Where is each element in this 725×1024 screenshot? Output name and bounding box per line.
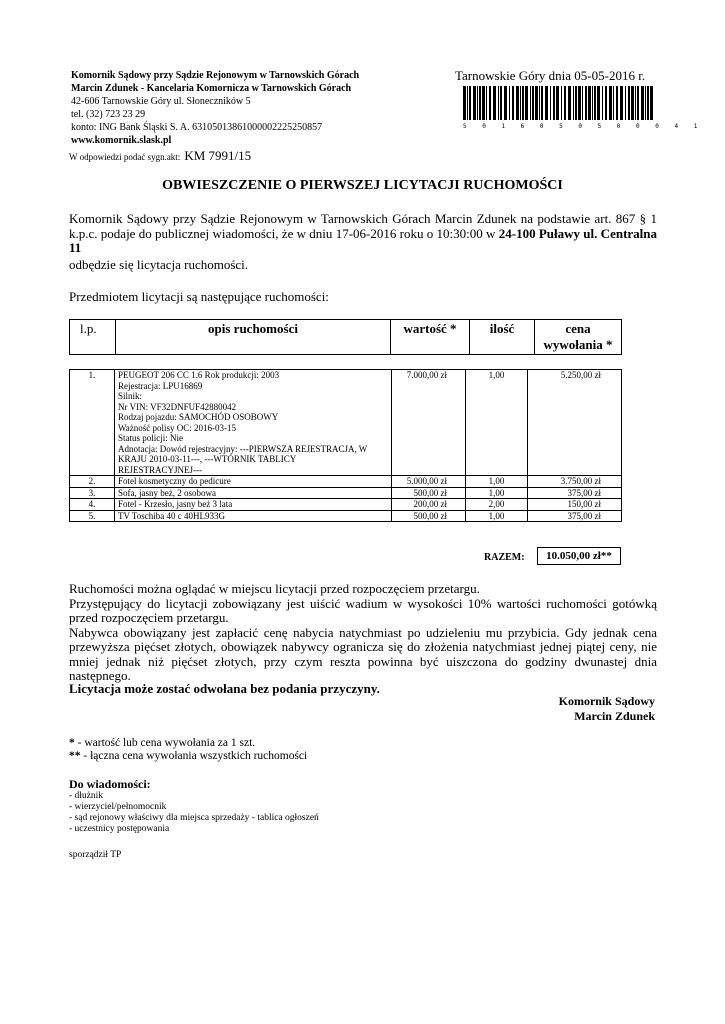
- barcode-bar: [635, 86, 636, 120]
- signature-name: Marcin Zdunek: [574, 709, 655, 723]
- barcode-bar: [631, 86, 634, 120]
- reference-label: W odpowiedzi podać sygn.akt:: [69, 152, 181, 162]
- distribution-item: - wierzyciel/pełnomocnik: [69, 802, 167, 812]
- item-description-line: Silnik:: [118, 391, 143, 401]
- item-value: 500,00 zł: [392, 510, 466, 522]
- total-value: 10.050,00 zł**: [537, 547, 621, 565]
- barcode-bar: [568, 86, 571, 120]
- barcode: [463, 86, 704, 130]
- barcode-bar: [650, 86, 653, 120]
- item-description: [115, 499, 392, 511]
- place-date: Tarnowskie Góry dnia 05-05-2016 r.: [455, 68, 646, 83]
- office-address: 42-606 Tarnowskie Góry ul. Słoneczników 5: [71, 96, 251, 107]
- barcode-text: 5 0 1 6 0 5 0 5 0 0 0 4 1: [463, 123, 704, 130]
- header-desc: opis ruchomości: [116, 320, 391, 355]
- barcode-bar: [602, 86, 603, 120]
- barcode-bar: [539, 86, 540, 120]
- item-value: 7.000,00 zł: [392, 370, 466, 476]
- item-value: 500,00 zł: [392, 487, 466, 499]
- item-value: 5.000,00 zł: [392, 476, 466, 488]
- barcode-bar: [516, 86, 519, 120]
- intro-paragraph: [69, 212, 657, 256]
- reference-number: KM 7991/15: [184, 148, 252, 163]
- table-row: [70, 476, 622, 488]
- item-description-line: TV Toschiba 40 c 40HL933G: [118, 510, 226, 521]
- barcode-bar: [520, 86, 521, 120]
- item-start-price: 5.250,00 zł: [528, 370, 622, 476]
- barcode-bar: [467, 86, 468, 120]
- distribution-item: - dłużnik: [69, 791, 104, 801]
- item-lp: 2.: [70, 476, 115, 488]
- table-row: [70, 510, 622, 522]
- item-qty: 1,00: [466, 510, 528, 522]
- item-description-line: Rodzaj pojazdu: SAMOCHÓD OSOBOWY: [118, 412, 279, 422]
- barcode-bar: [512, 86, 514, 120]
- item-description-line: Fotel kosmetyczny do pedicure: [118, 476, 231, 486]
- item-qty: 2,00: [466, 499, 528, 511]
- item-description-line: PEUGEOT 206 CC 1.6 Rok produkcji: 2003: [118, 370, 280, 380]
- barcode-bar: [578, 86, 581, 120]
- barcode-bar: [489, 86, 491, 120]
- barcode-bar: [525, 86, 528, 120]
- office-subtitle: Marcin Zdunek - Kancelaria Komornicza w Tarnowskich Górach: [71, 83, 352, 94]
- barcode-bar: [609, 86, 612, 120]
- item-description-line: Fotel - Krzesło, jasny beż 3 lata: [118, 499, 233, 509]
- barcode-bar: [556, 86, 559, 120]
- barcode-bar: [588, 86, 591, 120]
- barcode-bar: [479, 86, 481, 120]
- item-description-line: REJESTRACYJNEJ---: [118, 464, 203, 475]
- barcode-graphic: [463, 86, 656, 120]
- footnote-total: [69, 750, 307, 763]
- office-phone: tel. (32) 723 23 29: [71, 109, 146, 120]
- footnote-mark: *: [69, 737, 75, 749]
- prepared-by: sporządził TP: [69, 850, 122, 860]
- table-row: [70, 370, 622, 476]
- barcode-bar: [605, 86, 607, 120]
- header-value: wartość *: [391, 320, 470, 355]
- footnote-mark: **: [69, 750, 81, 762]
- footnotes: [69, 737, 307, 763]
- barcode-bar: [550, 86, 551, 120]
- barcode-bar: [473, 86, 476, 120]
- barcode-bar: [535, 86, 538, 120]
- items-table: [69, 369, 622, 522]
- barcode-bar: [493, 86, 496, 120]
- item-description: [115, 510, 392, 522]
- item-description-line: Sofa, jasny beż, 2 osobowa: [118, 487, 216, 498]
- signature: [440, 694, 655, 724]
- note-deposit: Przystępujący do licytacji zobowiązany jest uiścić wadium w wysokości 10% wartości ruchomości gotówką przed rozpoczęciem przetargu.: [69, 595, 657, 625]
- barcode-bar: [541, 86, 543, 120]
- item-start-price: 3.750,00 zł: [528, 476, 622, 488]
- barcode-bar: [625, 86, 626, 120]
- barcode-bar: [530, 86, 531, 120]
- office-name: Komornik Sądowy przy Sądzie Rejonowym w Tarnowskich Górach: [71, 70, 360, 81]
- barcode-bar: [637, 86, 639, 120]
- barcode-bar: [645, 86, 646, 120]
- barcode-bar: [564, 86, 566, 120]
- item-description-line: Status policji: Nie: [118, 433, 183, 443]
- item-lp: 5.: [70, 510, 115, 522]
- header-start-price-line2: wywołania *: [543, 337, 613, 352]
- item-lp: 1.: [70, 370, 115, 476]
- footnote-single: [69, 737, 307, 750]
- barcode-bar: [509, 86, 510, 120]
- intro-text: Komornik Sądowy przy Sądzie Rejonowym w Tarnowskich Górach Marcin Zdunek na podstawie art. 867 § 1 k.p.c. podaje do publicznej wiadomości, że w dniu 17-06-2016 roku o 10:30:00 w: [69, 211, 657, 241]
- item-description: [115, 370, 392, 476]
- barcode-bar: [628, 86, 630, 120]
- item-qty: 1,00: [466, 476, 528, 488]
- item-description: [115, 476, 392, 488]
- cancel-note: Licytacja może zostać odwołana bez podania przyczyny.: [69, 681, 380, 696]
- barcode-bar: [592, 86, 593, 120]
- barcode-bar: [477, 86, 478, 120]
- item-description-line: Ważność polisy OC: 2016-03-15: [118, 422, 237, 433]
- office-account: konto: ING Bank Śląski S. A. 63105013861000002225250857: [71, 122, 323, 133]
- barcode-bar: [504, 86, 507, 120]
- item-description-line: Nr VIN: VF32DNFUF42880042: [118, 401, 237, 412]
- notice-title: OBWIESZCZENIE O PIERWSZEJ LICYTACJI RUCHOMOŚCI: [162, 178, 563, 193]
- subject-line: Przedmiotem licytacji są następujące ruchomości:: [69, 289, 329, 304]
- barcode-bar: [641, 86, 644, 120]
- signature-title: Komornik Sądowy: [558, 694, 655, 708]
- item-qty: 1,00: [466, 487, 528, 499]
- item-start-price: 375,00 zł: [528, 510, 622, 522]
- auction-location: 24-100 Puławy ul. Centralna 11: [69, 225, 658, 255]
- item-description: [115, 487, 392, 499]
- item-value: 200,00 zł: [392, 499, 466, 511]
- notes: [69, 582, 657, 684]
- distribution-item: - sąd rejonowy właściwy dla miejsca sprzedaży - tablica ogłoszeń: [69, 813, 319, 823]
- barcode-bar: [582, 86, 583, 120]
- distribution: [69, 777, 319, 835]
- table-row: [70, 499, 622, 511]
- header-start-price-line1: cena: [565, 321, 591, 336]
- item-lp: 3.: [70, 487, 115, 499]
- note-payment: Nabywca obowiązany jest zapłacić cenę nabycia natychmiast po udzieleniu mu przybicia. Gdy jednak cena przewyższa pięćset złotych, obowiązek nabywcy ogranicza się do złożenia natychmiast jednej piątej ceny, nie mniej jednak niż pięćset złotych, przy czym reszta powinna być uiszczona do godziny dwunastej dnia następnego.: [69, 624, 657, 683]
- barcode-bar: [573, 86, 574, 120]
- barcode-bar: [532, 86, 534, 120]
- barcode-bar: [469, 86, 471, 120]
- items-header-table: [69, 319, 622, 355]
- distribution-item: - uczestnicy postępowania: [69, 824, 170, 834]
- header-qty: ilość: [470, 320, 535, 355]
- total-label: RAZEM:: [484, 552, 525, 563]
- barcode-bar: [553, 86, 555, 120]
- item-description-line: Adnotacja: Dowód rejestracyjny: ---PIERWSZA REJESTRACJA, W: [118, 443, 368, 454]
- item-start-price: 150,00 zł: [528, 499, 622, 511]
- header-start-price: [535, 320, 622, 355]
- barcode-bar: [545, 86, 548, 120]
- barcode-bar: [597, 86, 600, 120]
- barcode-bar: [647, 86, 649, 120]
- item-lp: 4.: [70, 499, 115, 511]
- item-description-line: KRAJU 2010-03-11---, ---WTÓRNIK TABLICY: [118, 454, 297, 464]
- barcode-bar: [585, 86, 587, 120]
- reference: [69, 147, 251, 165]
- item-qty: 1,00: [466, 370, 528, 476]
- barcode-bar: [522, 86, 524, 120]
- footnote-text: - łączna cena wywołania wszystkich ruchomości: [80, 750, 308, 762]
- office-website: www.komornik.slask.pl: [71, 135, 172, 146]
- footnote-text: - wartość lub cena wywołania za 1 szt.: [74, 737, 256, 749]
- barcode-bar: [620, 86, 623, 120]
- intro-closing: odbędzie się licytacja ruchomości.: [69, 257, 249, 272]
- barcode-bar: [500, 86, 502, 120]
- distribution-title: Do wiadomości:: [69, 777, 151, 791]
- barcode-bar: [498, 86, 499, 120]
- item-start-price: 375,00 zł: [528, 487, 622, 499]
- barcode-bar: [486, 86, 487, 120]
- barcode-bar: [594, 86, 596, 120]
- note-viewing: Ruchomości można oglądać w miejscu licytacji przed rozpoczęciem przetargu.: [69, 581, 480, 596]
- barcode-bar: [613, 86, 614, 120]
- barcode-bar: [463, 86, 466, 120]
- barcode-bar: [616, 86, 618, 120]
- table-row: [70, 487, 622, 499]
- barcode-bar: [561, 86, 562, 120]
- barcode-bar: [575, 86, 577, 120]
- header-lp: l.p.: [70, 320, 116, 355]
- barcode-bar: [482, 86, 485, 120]
- item-description-line: Rejestracja: LPU16869: [118, 380, 203, 391]
